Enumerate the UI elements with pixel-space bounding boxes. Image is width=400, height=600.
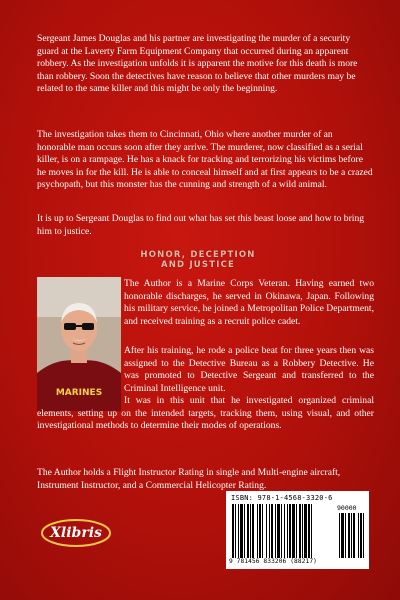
barcode-bar	[271, 504, 273, 558]
barcode-bar	[259, 504, 261, 558]
barcode-bar	[269, 504, 270, 558]
barcode-bar	[296, 504, 297, 558]
barcode-bar	[287, 504, 288, 558]
author-bio-paragraph-3-text: It was in this unit that he investigated organized criminal elements, setting up on the intended targets, tracking them, using visual, and other investigational methods to determine their modes of operations.	[37, 395, 374, 432]
addon-barcode-bar	[353, 513, 355, 558]
barcode-bar	[266, 504, 267, 558]
barcode-bar	[281, 504, 282, 558]
price-code: 90000	[337, 504, 357, 512]
author-bio-paragraph-3	[37, 395, 374, 433]
shirt-lettering: MARINES	[55, 388, 103, 398]
synopsis-paragraph-1: Sergeant James Douglas and his partner are investigating the murder of a security guard at the Laverty Farm Equipment Company that occurred during an apparent robbery. As the investigation unfolds it is apparent the motive for this death is more than robbery. Soon the detectives have reason to believe that other murders may be related to the same killer and this might be only the beginning.	[37, 33, 358, 95]
addon-barcode-bar	[345, 513, 346, 558]
barcode-bar	[247, 504, 249, 558]
isbn-text: ISBN: 978-1-4568-3320-6	[231, 494, 333, 502]
barcode-digits: 9 781456 833206 (88217)	[229, 558, 317, 565]
barcode-bar	[284, 504, 285, 558]
barcode-bar	[289, 504, 291, 558]
barcode-bar	[262, 504, 263, 558]
synopsis-paragraph-2: The investigation takes them to Cincinnati, Ohio where another murder of an honorable man occurs soon after they arrive. The murderer, now classified as a serial killer, is on a rampage. He has a knack for tracking and terrorizing his victims before he moves in for the kill. He is able to conceal himself and at first appears to be a crazed psychopath, but this monster has the cunning and strength of a wild animal.	[37, 129, 373, 191]
addon-barcode-bar	[339, 513, 340, 558]
series-title	[118, 250, 278, 270]
author-photo	[37, 277, 121, 411]
barcode-bar	[302, 504, 303, 558]
barcode-bar	[240, 504, 243, 558]
addon-barcode-bar	[348, 513, 350, 558]
barcode-bar	[252, 504, 254, 558]
barcode-bar	[275, 504, 276, 558]
isbn-barcode	[226, 491, 369, 569]
barcode-bar	[308, 504, 310, 558]
addon-barcode-bar	[363, 513, 364, 558]
addon-barcode-bar	[351, 513, 352, 558]
barcode-bar	[277, 504, 280, 558]
barcode-bar	[244, 504, 245, 558]
series-title-line-2: AND JUSTICE	[160, 260, 236, 270]
author-bio-paragraph-2: After his training, he rode a police beat for three years then was assigned to the Detective Bureau as a Robbery Detective. He was promoted to Detective Sergeant and transferred to the Criminal Intelligence unit.	[124, 345, 374, 394]
xlibris-logo	[40, 518, 112, 548]
barcode-bar	[304, 504, 307, 558]
barcode-bar	[292, 504, 295, 558]
addon-barcode-bar	[358, 513, 359, 558]
synopsis-paragraph-3: It is up to Sergeant Douglas to find out what has set this beast loose and how to bring him to justice.	[37, 213, 365, 237]
barcode-bar	[311, 504, 312, 558]
author-bio-paragraph-1: The Author is a Marine Corps Veteran. Having earned two honorable discharges, he served in Okinawa, Japan. Following his military service, he joined a Metropolitan Police Department, and received training as a recruit police cadet.	[124, 278, 374, 327]
barcode-bar	[250, 504, 251, 558]
barcode-bar	[299, 504, 301, 558]
barcode-bar	[235, 504, 236, 558]
addon-barcode-bar	[360, 513, 362, 558]
series-title-line-1: HONOR, DECEPTION	[140, 250, 256, 260]
barcode-bar	[238, 504, 239, 558]
addon-barcode-bar	[341, 513, 344, 558]
pilot-note: The Author holds a Flight Instructor Rating in single and Multi-engine aircraft, Instrument Instructor, and a Commercial Helicopter Rating.	[37, 467, 341, 491]
barcode-bar	[232, 504, 234, 558]
barcode-bar	[257, 504, 258, 558]
publisher-logo-text: Xlibris	[50, 525, 102, 541]
